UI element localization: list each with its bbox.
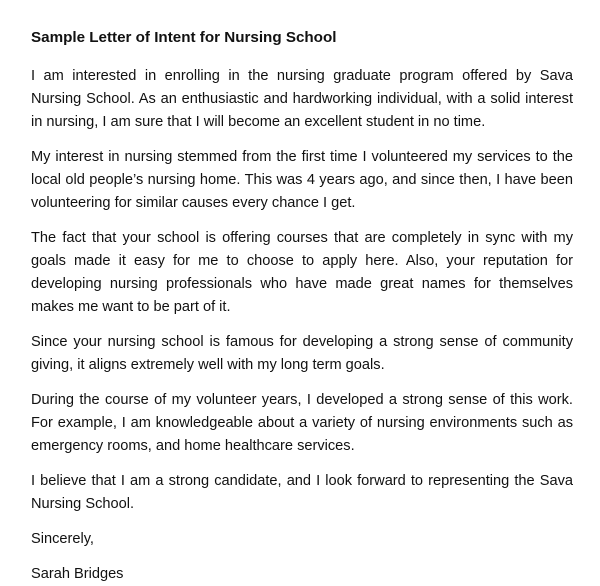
- letter-closing: Sincerely,: [31, 531, 94, 547]
- paragraph-conclusion: I believe that I am a strong candidate, and I look forward to representing the Sava Nursing School.: [31, 473, 573, 512]
- letter-title: Sample Letter of Intent for Nursing School: [31, 29, 337, 46]
- paragraph-community: Since your nursing school is famous for developing a strong sense of community giving, it aligns extremely well with my long term goals.: [31, 334, 573, 373]
- paragraph-experience: During the course of my volunteer years, I developed a strong sense of this work. For example, I am knowledgeable about a variety of nursing environments such as emergency rooms, and home healthcare services.: [31, 392, 573, 454]
- letter-document: [31, 26, 573, 586]
- letter-signature: Sarah Bridges: [31, 566, 124, 582]
- paragraph-intro: I am interested in enrolling in the nursing graduate program offered by Sava Nursing School. As an enthusiastic and hardworking individual, with a solid interest in nursing, I am sure that I will become an excellent student in no time.: [31, 68, 573, 130]
- paragraph-interest: My interest in nursing stemmed from the first time I volunteered my services to the local old people’s nursing home. This was 4 years ago, and since then, I have been volunteering for similar causes every chance I get.: [31, 149, 573, 211]
- paragraph-school-fit: The fact that your school is offering courses that are completely in sync with my goals made it easy for me to choose to apply here. Also, your reputation for developing nursing professionals who have made great names for themselves makes me want to be part of it.: [31, 230, 573, 315]
